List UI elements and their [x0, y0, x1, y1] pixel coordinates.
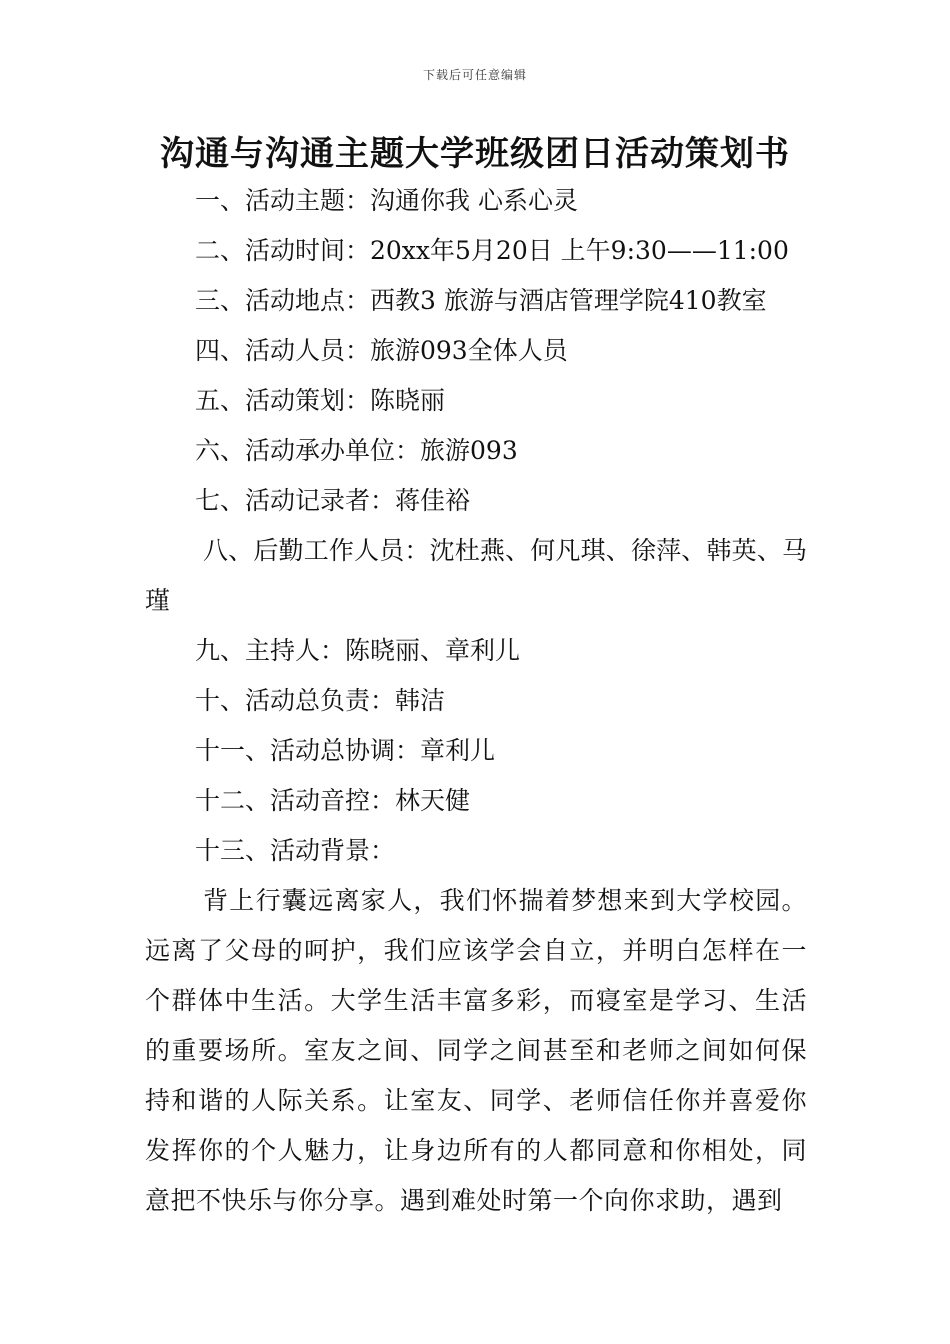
item-planner: 五、活动策划：陈晓丽	[195, 386, 446, 415]
background-paragraph: 背上行囊远离家人，我们怀揣着梦想来到大学校园。远离了父母的呵护，我们应该学会自立，并明白怎样在一个群体中生活。大学生活丰富多彩，而寝室是学习、生活的重要场所。室友之间、同学之间甚至和老师之间如何保持和谐的人际关系。让室友、同学、老师信任你并喜爱你发挥你的个人魅力，让身边所有的人都同意和你相处，同意把不快乐与你分享。遇到难处时第一个向你求助，遇到	[145, 886, 807, 1215]
item-organizer: 六、活动承办单位：旅游093	[195, 436, 518, 465]
item-coordinator: 十一、活动总协调：章利儿	[195, 736, 496, 765]
item-host: 九、主持人：陈晓丽、章利儿	[195, 636, 521, 665]
document-body	[145, 176, 807, 1226]
item-general-manager: 十、活动总负责：韩洁	[195, 686, 446, 715]
item-sound-control: 十二、活动音控：林天健	[195, 786, 471, 815]
header-note: 下载后可任意编辑	[422, 68, 527, 82]
item-recorder: 七、活动记录者：蒋佳裕	[195, 486, 471, 515]
item-theme: 一、活动主题：沟通你我 心系心灵	[195, 186, 578, 215]
document-title: 沟通与沟通主题大学班级团日活动策划书	[160, 134, 790, 174]
item-time: 二、活动时间：20xx年5月20日 上午9:30——11:00	[195, 236, 789, 265]
item-participants: 四、活动人员：旅游093全体人员	[195, 336, 568, 365]
item-background-heading: 十三、活动背景：	[195, 836, 396, 865]
item-logistics-staff: 八、后勤工作人员：沈杜燕、何凡琪、徐萍、韩英、马瑾	[145, 536, 807, 615]
item-location: 三、活动地点：西教3 旅游与酒店管理学院410教室	[195, 286, 767, 315]
